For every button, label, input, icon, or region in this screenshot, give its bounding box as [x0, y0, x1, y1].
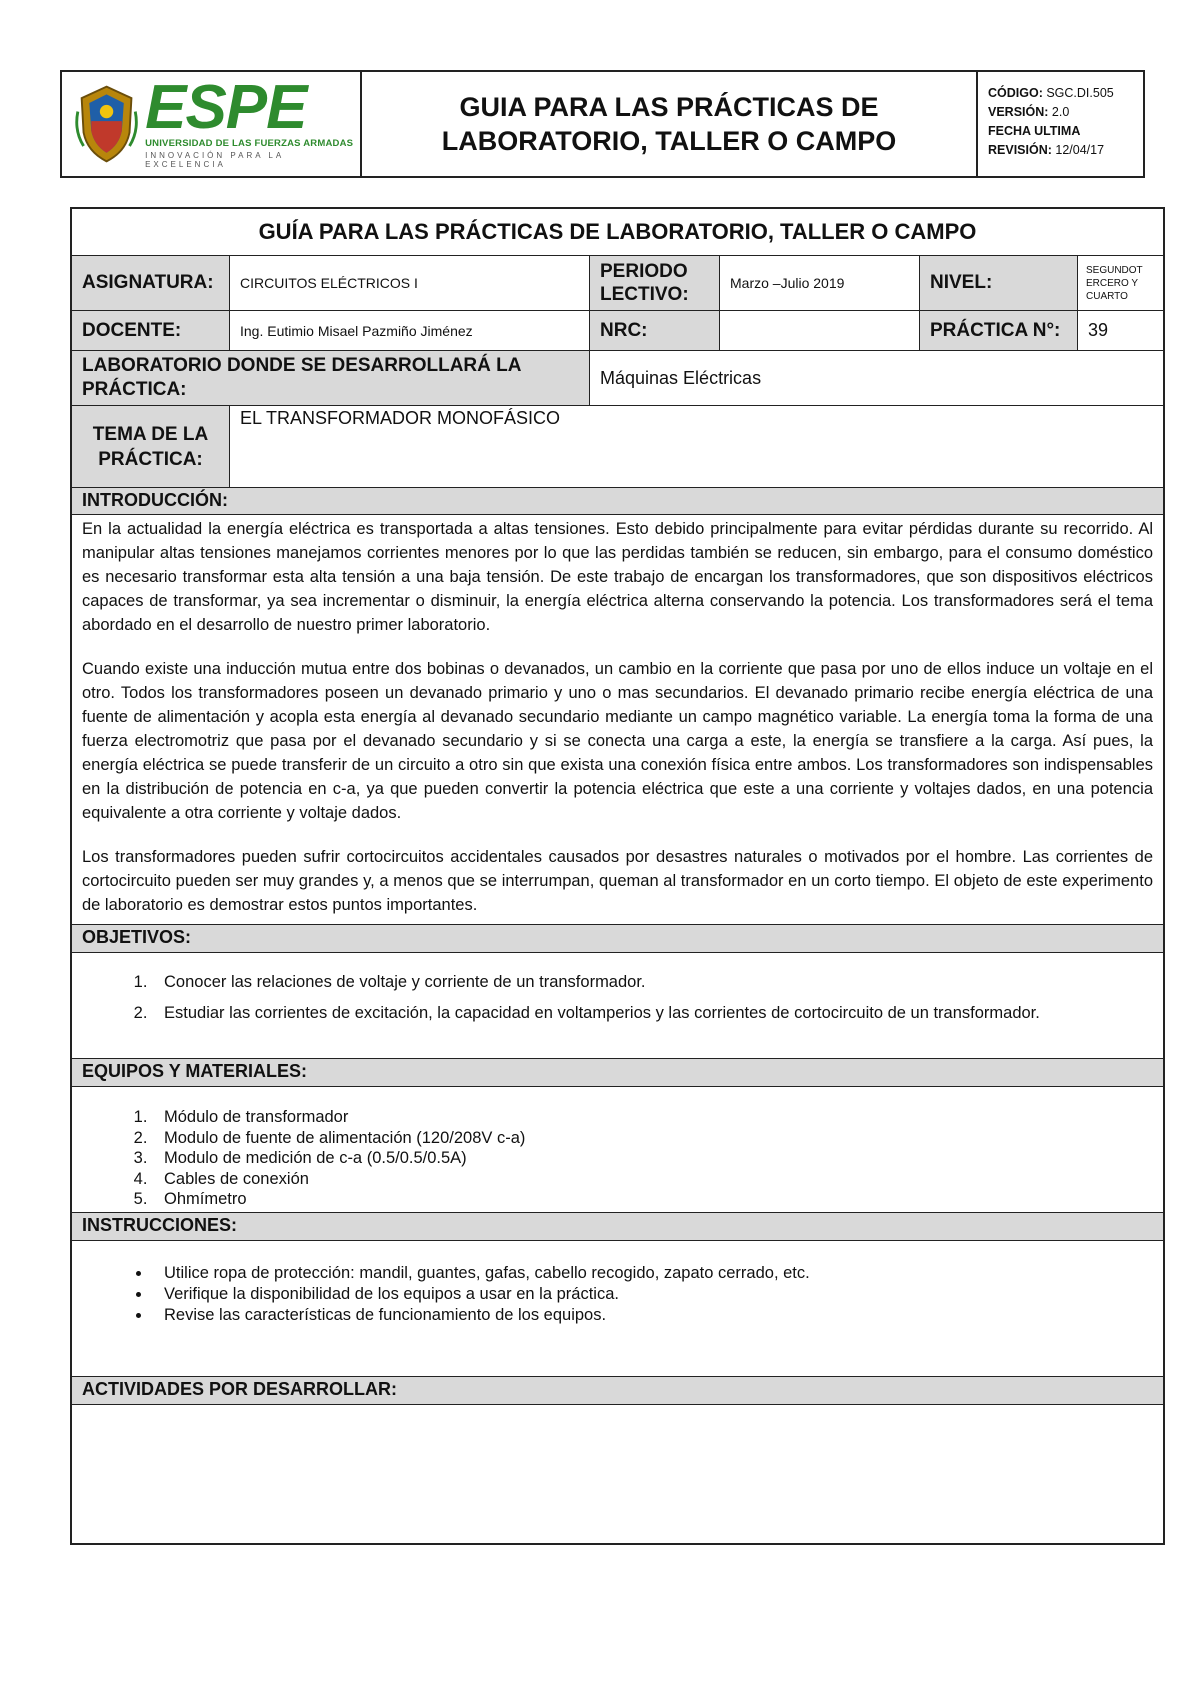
equipos-heading: EQUIPOS Y MATERIALES:	[72, 1059, 1163, 1087]
nivel-value-line2: ERCERO Y	[1086, 277, 1139, 289]
docente-label: DOCENTE:	[72, 311, 230, 350]
nivel-value	[1078, 256, 1167, 310]
equipos-list	[82, 1107, 1153, 1210]
laboratorio-label	[72, 351, 590, 405]
instruccion-item-2: • Verifique la disponibilidad de los equipos a usar en la práctica.	[152, 1284, 1153, 1305]
introduccion-heading: INTRODUCCIÓN:	[72, 488, 1163, 515]
laboratorio-label-line1: LABORATORIO DONDE SE DESARROLLARÁ LA	[82, 355, 522, 376]
laboratorio-label-line2: PRÁCTICA:	[82, 379, 187, 400]
fecha-label: FECHA ULTIMA	[988, 124, 1081, 138]
objetivos-list	[82, 971, 1153, 1024]
introduccion-body	[72, 515, 1163, 925]
tema-value: EL TRANSFORMADOR MONOFÁSICO	[240, 408, 561, 428]
logo-wordmark	[145, 72, 360, 169]
crest-icon	[74, 81, 139, 167]
version-label: VERSIÓN:	[988, 105, 1049, 119]
introduccion-paragraph-1: En la actualidad la energía eléctrica es transportada a altas tensiones. Esto debido principalmente para evitar pérdidas durante su recorrido. Al manipular altas tensiones manejamos corrientes menores por lo que las perdidas también se reducen, sin embargo, para el consumo doméstico es necesario transformar esta alta tensión a una baja tensión. De este trabajo de encargan los transformadores, que son dispositivos eléctricos capaces de transformar, ya sea incrementar o disminuir, la energía eléctrica alterna conservando la potencia. Los transformadores será el tema abordado en el desarrollo de nuestro primer laboratorio.	[82, 520, 1153, 634]
equipos-body	[72, 1087, 1163, 1213]
instrucciones-body	[72, 1241, 1163, 1377]
version-value: 2.0	[1051, 105, 1070, 119]
nivel-value-line1: SEGUNDOT	[1086, 264, 1143, 276]
instrucciones-list	[82, 1263, 1153, 1326]
introduccion-paragraph-3: Los transformadores pueden sufrir cortocircuitos accidentales causados por desastres naturales o motivados por el hombre. Las corrientes de cortocircuito pueden ser muy grandes y, a menos que se interrumpan, queman al transformador en un corto tiempo. El objeto de este experimento de laboratorio es demostrar estos puntos importantes.	[82, 848, 1153, 914]
asignatura-label: ASIGNATURA:	[72, 256, 230, 310]
laboratorio-row	[72, 351, 1163, 406]
nivel-label: NIVEL:	[920, 256, 1078, 310]
equipo-item-1: 1. Módulo de transformador	[152, 1107, 1153, 1128]
logo-brand: ESPE	[145, 72, 307, 142]
nivel-value-line3: CUARTO	[1086, 290, 1128, 302]
objetivo-item-1: 1. Conocer las relaciones de voltaje y corriente de un transformador.	[152, 971, 1153, 993]
periodo-label-line2: LECTIVO:	[600, 284, 689, 305]
practica-label: PRÁCTICA N°:	[920, 311, 1078, 350]
codigo-value: SGC.DI.505	[1046, 86, 1114, 100]
laboratorio-value: Máquinas Eléctricas	[600, 367, 762, 388]
asignatura-value: CIRCUITOS ELÉCTRICOS I	[230, 256, 590, 310]
objetivo-item-2: 2. Estudiar las corrientes de excitación, la capacidad en voltamperios y las corrientes de cortocircuito de un transformador.	[152, 1002, 1153, 1024]
periodo-value: Marzo –Julio 2019	[720, 256, 920, 310]
introduccion-paragraph-2: Cuando existe una inducción mutua entre dos bobinas o devanados, un cambio en la corriente que pasa por uno de ellos induce un voltaje en el otro. Todos los transformadores poseen un devanado primario y uno o mas secundarios. El devanado primario recibe energía eléctrica de una fuente de alimentación y acopla esta energía al devanado secundario mediante un campo magnético variable. La energía toma la forma de una fuerza electromotriz que pasa por el devanado secundario y si se conecta una carga a este, la energía se transfiere a la carga. Así pues, la energía eléctrica se puede transferir de un circuito a otro sin que exista una conexión física entre ambos. Los transformadores son indispensables en la distribución de potencia en c-a, ya que pueden convertir la potencia eléctrica que este a una corriente y voltajes dados, en una potencia equivalente a otra corriente y voltaje dados.	[82, 660, 1153, 822]
equipo-item-3: 3. Modulo de medición de c-a (0.5/0.5/0.5A)	[152, 1148, 1153, 1169]
tema-label-line1: TEMA DE LA	[92, 423, 209, 445]
instrucciones-heading: INSTRUCCIONES:	[72, 1213, 1163, 1241]
codigo-label: CÓDIGO:	[988, 86, 1043, 100]
header-title-line1: GUIA PARA LAS PRÁCTICAS DE	[459, 92, 879, 122]
form-title: GUÍA PARA LAS PRÁCTICAS DE LABORATORIO, TALLER O CAMPO	[258, 219, 977, 244]
actividades-heading: ACTIVIDADES POR DESARROLLAR:	[72, 1377, 1163, 1405]
objetivos-heading: OBJETIVOS:	[72, 925, 1163, 953]
header-title	[362, 72, 978, 176]
document-header	[60, 70, 1145, 178]
nrc-label: NRC:	[590, 311, 720, 350]
header-title-line2: LABORATORIO, TALLER O CAMPO	[441, 126, 897, 156]
docente-row	[72, 311, 1163, 351]
practica-value: 39	[1088, 320, 1109, 340]
docente-value: Ing. Eutimio Misael Pazmiño Jiménez	[230, 311, 590, 350]
asignatura-row	[72, 256, 1163, 311]
periodo-label	[590, 256, 720, 310]
revision-label: REVISIÓN:	[988, 143, 1052, 157]
form-title-row	[72, 209, 1163, 256]
tema-label	[72, 406, 230, 487]
equipo-item-5: 5. Ohmímetro	[152, 1189, 1153, 1210]
revision-value: 12/04/17	[1055, 143, 1105, 157]
equipo-item-2: 2. Modulo de fuente de alimentación (120/208V c-a)	[152, 1128, 1153, 1149]
logo-area	[62, 72, 362, 176]
logo-tagline: INNOVACIÓN PARA LA EXCELENCIA	[145, 150, 284, 169]
logo-subtitle: UNIVERSIDAD DE LAS FUERZAS ARMADAS	[145, 137, 354, 149]
instruccion-item-3: • Revise las características de funcionamiento de los equipos.	[152, 1305, 1153, 1326]
instruccion-item-1: • Utilice ropa de protección: mandil, guantes, gafas, cabello recogido, zapato cerrado, etc.	[152, 1263, 1153, 1284]
tema-label-line2: PRÁCTICA:	[98, 448, 203, 470]
equipo-item-4: 4. Cables de conexión	[152, 1169, 1153, 1190]
header-meta	[978, 72, 1143, 176]
periodo-label-line1: PERIODO	[600, 261, 688, 282]
actividades-body	[72, 1405, 1163, 1543]
practice-form	[70, 207, 1165, 1545]
nrc-value	[720, 311, 920, 350]
tema-row	[72, 406, 1163, 488]
objetivos-body	[72, 953, 1163, 1059]
